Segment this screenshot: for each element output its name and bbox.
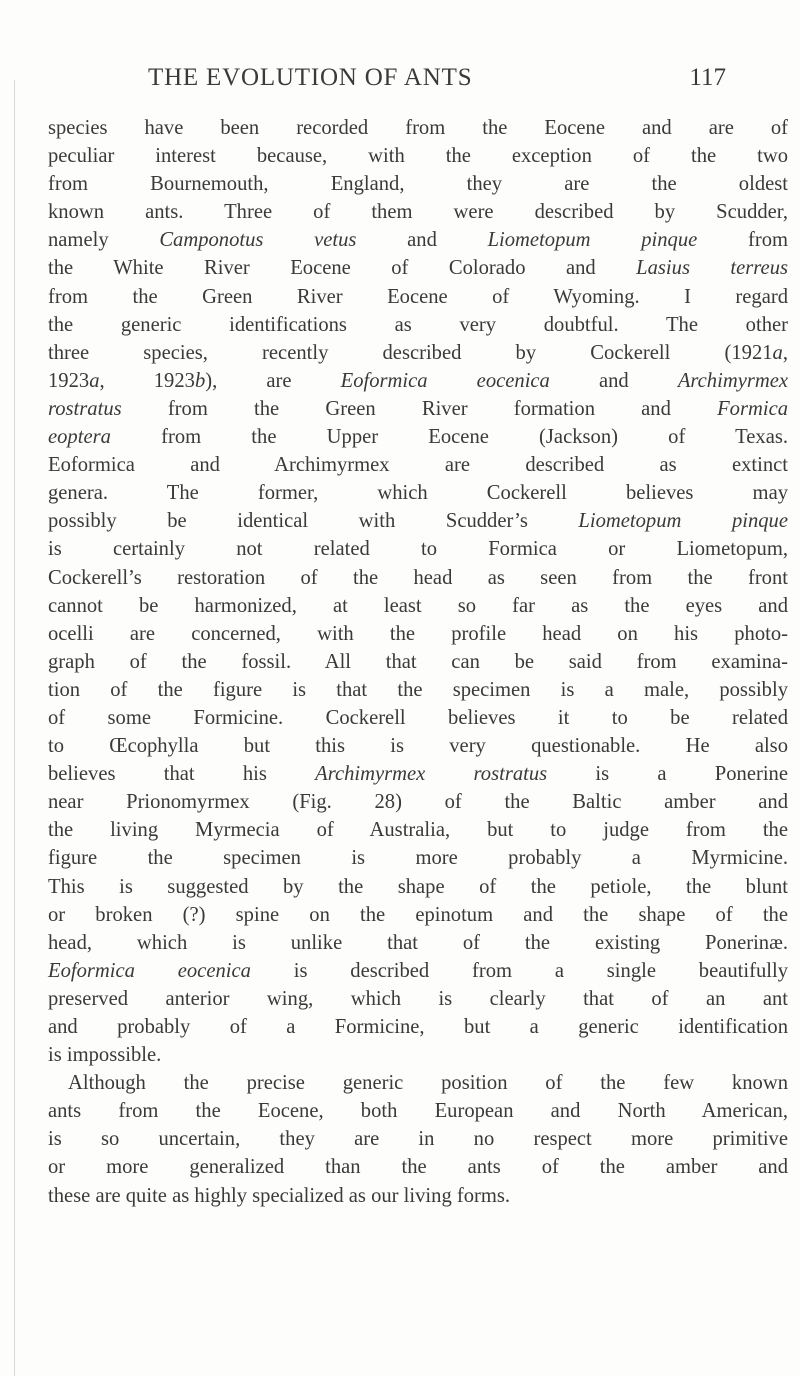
text-run: is a Ponerine [547, 763, 788, 786]
text-line [48, 395, 788, 423]
text-run: and [549, 369, 678, 392]
italic-run: Camponotus vetus [159, 229, 357, 252]
text-run: is so uncertain, they are in no respect more primitive [48, 1128, 788, 1151]
text-line [48, 648, 788, 676]
text-run: , 1923 [99, 369, 195, 392]
text-run: of some Formicine. Cockerell believes it to be related [48, 706, 788, 729]
text-run: and probably of a Formicine, but a generic identification [48, 1016, 788, 1038]
text-run: genera. The former, which Cockerell believes may [48, 482, 788, 505]
page-gutter-line [14, 80, 15, 1376]
text-line [48, 564, 788, 592]
text-line [48, 620, 788, 648]
text-run: from [697, 229, 789, 252]
text-line [48, 901, 788, 929]
text-line [48, 311, 788, 339]
text-line [48, 929, 788, 957]
italic-run: a [89, 369, 100, 392]
text-run: namely [48, 229, 160, 252]
text-run: or broken (?) spine on the epinotum and the shape of the [48, 903, 788, 926]
text-line [48, 732, 788, 760]
italic-run: eoptera [48, 426, 111, 449]
text-line [48, 283, 788, 311]
text-run: known ants. Three of them were described by Scudder, [48, 201, 788, 224]
text-line [48, 957, 788, 985]
text-line [48, 873, 788, 901]
text-line [48, 170, 788, 198]
text-line [48, 451, 788, 479]
text-line [48, 142, 788, 170]
text-line [48, 816, 788, 844]
text-run: ocelli are concerned, with the profile head on his photo- [48, 622, 788, 645]
running-header [148, 64, 726, 104]
italic-run: Liometopum pinque [578, 510, 788, 533]
italic-run: rostratus [48, 397, 122, 420]
text-line [48, 1153, 788, 1181]
text-line [48, 254, 788, 282]
text-line [48, 760, 788, 788]
text-line [48, 226, 788, 254]
italic-run: Archimyrmex [677, 369, 788, 392]
text-run: head, which is unlike that of the existing Ponerinæ. [48, 931, 788, 954]
text-run: preserved anterior wing, which is clearly that of an ant [48, 987, 788, 1010]
italic-run: Formica [717, 397, 788, 420]
italic-run: b [194, 369, 206, 392]
italic-run: Lasius terreus [636, 257, 788, 280]
text-line [48, 1125, 788, 1153]
text-line [48, 423, 788, 451]
text-run: from the Green River Eocene of Wyoming. I regard [48, 285, 788, 308]
text-line [48, 507, 788, 535]
text-run: or more generalized than the ants of the amber and [48, 1156, 788, 1179]
text-run: from the Upper Eocene (Jackson) of Texas. [110, 426, 788, 449]
text-run: graph of the fossil. All that can be said from examina- [48, 650, 788, 673]
text-run: these are quite as highly specialized as our living forms. [48, 1184, 511, 1207]
text-line [48, 1069, 788, 1097]
text-line [48, 339, 788, 367]
italic-run: Eoformica eocenica [340, 369, 550, 392]
running-title: THE EVOLUTION OF ANTS [148, 64, 473, 91]
text-run: , [782, 341, 788, 364]
text-line [48, 985, 788, 1013]
text-run: This is suggested by the shape of the petiole, the blunt [48, 875, 788, 898]
text-line [48, 1041, 788, 1069]
text-run: to Œcophylla but this is very questionable. He also [48, 735, 788, 758]
text-run: Although the precise generic position of the few known [68, 1072, 788, 1095]
text-run: is certainly not related to Formica or Liometopum, [48, 538, 788, 561]
text-run: tion of the figure is that the specimen is a male, possibly [48, 678, 788, 701]
text-run: the living Myrmecia of Australia, but to judge from the [48, 819, 788, 842]
text-line [48, 479, 788, 507]
text-run: possibly be identical with Scudder’s [48, 510, 579, 533]
text-run: cannot be harmonized, at least so far as the eyes and [48, 594, 788, 617]
text-line [48, 535, 788, 563]
text-run: is described from a single beautifully [250, 959, 789, 982]
text-line [48, 1182, 788, 1210]
text-line [48, 198, 788, 226]
text-line [48, 788, 788, 816]
text-run: the generic identifications as very doubtful. The other [48, 313, 788, 336]
text-run: peculiar interest because, with the exception of the two [48, 145, 788, 168]
text-run: ), are [205, 369, 341, 392]
text-run: and [356, 229, 488, 252]
text-line [48, 367, 788, 395]
text-line [48, 114, 788, 142]
text-run: 1923 [48, 369, 90, 392]
text-run: Cockerell’s restoration of the head as seen from the front [48, 566, 788, 589]
text-run: near Prionomyrmex (Fig. 28) of the Baltic amber and [48, 791, 788, 814]
body-text [48, 114, 788, 1210]
text-run: figure the specimen is more probably a Myrmicine. [48, 847, 788, 870]
text-run: from the Green River formation and [121, 397, 718, 420]
italic-run: Liometopum pinque [487, 229, 698, 252]
italic-run: Archimyrmex rostratus [315, 763, 548, 786]
text-run: Eoformica and Archimyrmex are described as extinct [48, 454, 788, 477]
italic-run: Eoformica eocenica [48, 959, 251, 982]
text-run: from Bournemouth, England, they are the oldest [48, 173, 788, 196]
text-run: believes that his [48, 763, 316, 786]
italic-run: a [772, 341, 783, 364]
text-line [48, 1097, 788, 1125]
page-number: 117 [689, 64, 726, 91]
text-line [48, 704, 788, 732]
text-line [48, 1013, 788, 1041]
text-line [48, 676, 788, 704]
text-line [48, 592, 788, 620]
text-run: is impossible. [48, 1044, 162, 1067]
text-run: the White River Eocene of Colorado and [48, 257, 637, 280]
text-run: species have been recorded from the Eocene and are of [48, 117, 788, 139]
text-run: three species, recently described by Cockerell (1921 [48, 341, 773, 364]
text-line [48, 844, 788, 872]
text-run: ants from the Eocene, both European and North American, [48, 1100, 788, 1123]
